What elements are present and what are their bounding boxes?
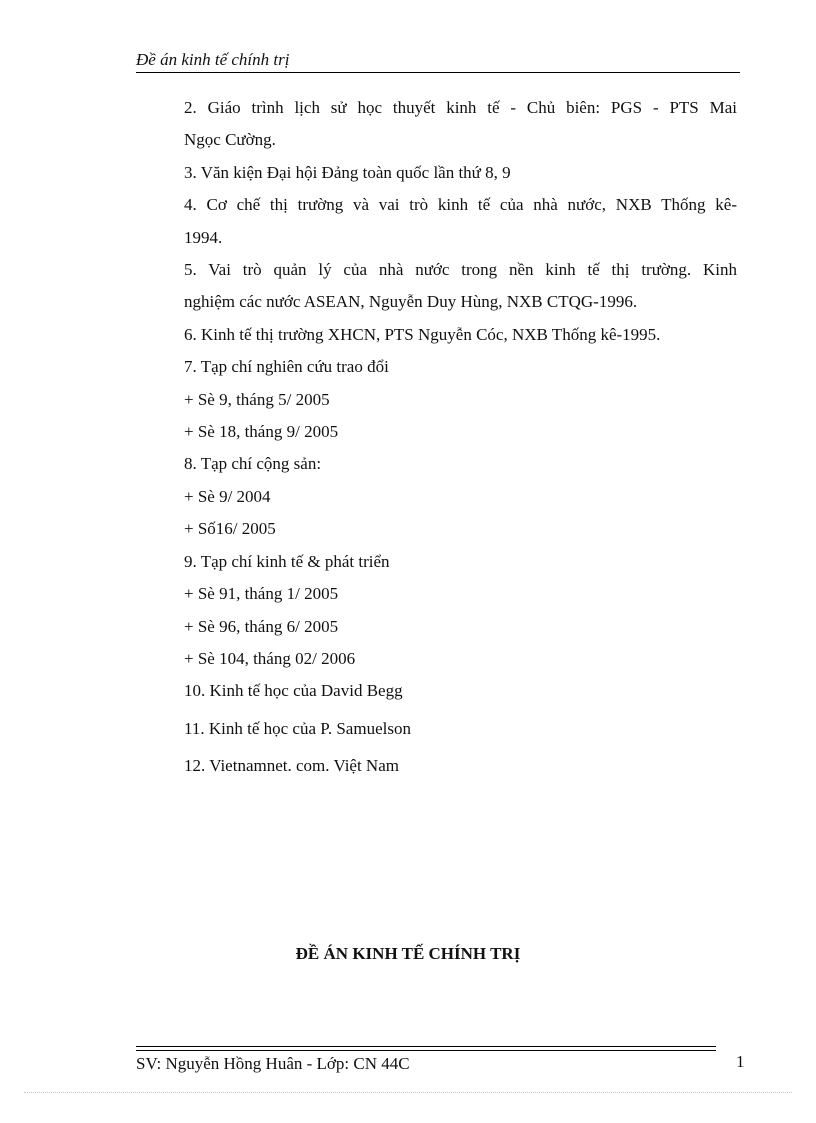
reference-line: 8. Tạp chí cộng sản: (184, 454, 322, 474)
reference-line: 2. Giáo trình lịch sử học thuyết kinh tế - Chủ biên: PGS - PTS Mai (184, 98, 737, 117)
reference-line: + Sè 104, tháng 02/ 2006 (184, 648, 356, 668)
running-header: Đề án kinh tế chính trị (136, 50, 740, 73)
reference-line: 5. Vai trò quản lý của nhà nước trong nền kinh tế thị trường. Kinh (184, 260, 737, 280)
footer-divider (136, 1046, 716, 1047)
page-number: 1 (736, 1052, 745, 1071)
reference-line: + Sè 18, tháng 9/ 2005 (184, 422, 339, 442)
reference-line: + Số16/ 2005 (184, 519, 276, 539)
reference-line: 12. Vietnamnet. com. Việt Nam (184, 756, 399, 776)
reference-line: + Sè 91, tháng 1/ 2005 (184, 584, 339, 604)
reference-line: + Sè 9, tháng 5/ 2005 (184, 389, 330, 409)
page-edge-divider (24, 1092, 792, 1093)
reference-line: + Sè 96, tháng 6/ 2005 (184, 616, 339, 636)
reference-line: 7. Tạp chí nghiên cứu trao đổi (184, 357, 389, 377)
document-title: ĐỀ ÁN KINH TẾ CHÍNH TRỊ (295, 944, 521, 963)
footer-student-info: SV: Nguyễn Hồng Huân - Lớp: CN 44C (136, 1054, 410, 1073)
reference-line: 6. Kinh tế thị trường XHCN, PTS Nguyễn Cóc, NXB Thống kê-1995. (184, 324, 661, 344)
reference-line: 9. Tạp chí kinh tế & phát triển (184, 551, 390, 571)
reference-line: 3. Văn kiện Đại hội Đảng toàn quốc lần thứ 8, 9 (184, 162, 511, 182)
reference-line: nghiệm các nước ASEAN, Nguyễn Duy Hùng, NXB CTQG-1996. (184, 292, 638, 312)
reference-line: + Sè 9/ 2004 (184, 486, 271, 506)
reference-line: 11. Kinh tế học của P. Samuelson (184, 718, 411, 738)
reference-line: 4. Cơ chế thị trường và vai trò kinh tế của nhà nước, NXB Thống kê- (184, 195, 737, 215)
reference-line: 10. Kinh tế học của David Begg (184, 681, 403, 701)
reference-list (184, 92, 737, 783)
footer-divider (136, 1050, 716, 1051)
reference-line: Ngọc Cường. (184, 130, 276, 150)
reference-line: 1994. (184, 227, 223, 247)
